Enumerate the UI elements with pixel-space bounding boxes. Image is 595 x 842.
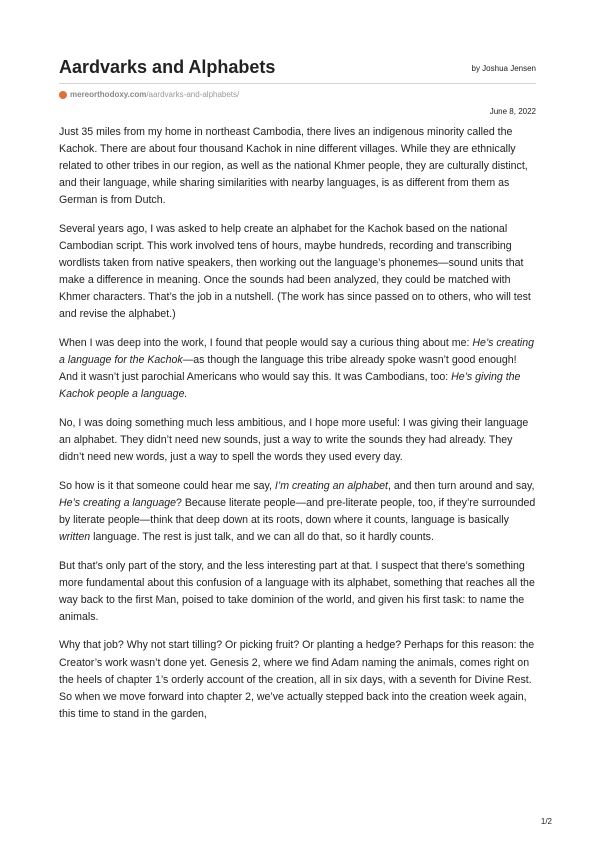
paragraph-text: —as though the language this tribe already spoke wasn’t good enough! And it wasn’t just parochial Americans who would say this. It was Cambodians, too: [59,354,517,384]
paragraph-text: ? Because literate people—and pre-literate people, too, if they’re surrounded by literate people—think that deep down at its roots, down where it counts, language is basically [59,496,536,526]
article-body [59,124,537,734]
emphasized-text: He’s creating a language for the Kachok [59,337,535,367]
body-paragraph [59,124,537,209]
paragraph-text: So how is it that someone could hear me say, [59,479,275,492]
article-byline: by Joshua Jensen [471,64,536,73]
paragraph-text: Why that job? Why not start tilling? Or picking fruit? Or planting a hedge? Perhaps for this reason: the Creator’s work wasn’t done yet. Genesis 2, where we find Adam naming the animals, comes right on the heels of chapter 1’s orderly account of the creation, all in six days, with a seventh for Divine Rest. So when we move forward into chapter 2, we’ve actually stepped back into the creation week again, this time to stand in the garden, [59,639,535,720]
paragraph-text: Just 35 miles from my home in northeast Cambodia, there lives an indigenous minority called the Kachok. There are about four thousand Kachok in nine different villages. While they are ethnically related to other tribes in our region, as well as the national Khmer people, they are culturally distinct, and their language, while sharing similarities with nearby languages, is as different from them as German is from Dutch. [59,126,528,207]
header-divider [59,83,536,84]
emphasized-text: written [59,530,91,543]
body-paragraph [59,415,537,466]
body-paragraph [59,637,537,722]
body-paragraph [59,221,537,324]
paragraph-text: , and then turn around and say, [388,479,535,492]
emphasized-text: He’s creating a language [59,496,177,509]
paragraph-text: Several years ago, I was asked to help create an alphabet for the Kachok based on the national Cambodian script. This work involved tens of hours, maybe hundreds, recording and transcribing wordlists taken from native speakers, then working out the language’s phonemes—sound units that make a difference in meaning. Once the sounds had been analyzed, they could be matched with Khmer characters. That’s the job in a nutshell. (The work has since passed on to others, who will test and revise the alphabet.) [59,222,531,321]
page-number: 1/2 [540,817,552,826]
paragraph-text: language. The rest is just talk, and we can all do that, so it hardly counts. [90,530,434,543]
body-paragraph [59,478,537,546]
emphasized-text: I’m creating an alphabet [274,479,388,492]
emphasized-text: He’s giving the Kachok people a language. [59,371,521,401]
paragraph-text: But that’s only part of the story, and the less interesting part at that. I suspect that there’s something more fundamental about this confusion of a language with its alphabet, something that reaches all the way back to the first Man, poised to take dominion of the world, and given his first task: to name the animals. [59,559,535,623]
publish-date: June 8, 2022 [489,107,536,116]
site-favicon-icon [59,91,67,99]
body-paragraph [59,558,537,626]
source-path[interactable]: /aardvarks-and-alphabets/ [146,90,240,99]
article-title: Aardvarks and Alphabets [59,57,276,77]
body-paragraph [59,335,537,403]
paragraph-text: No, I was doing something much less ambitious, and I hope more useful: I was giving their language an alphabet. They didn’t need new sounds, just a way to write the sounds they had already. They didn’t need new words, just a way to spell the words they used every day. [59,416,529,464]
source-url[interactable] [59,89,239,101]
paragraph-text: When I was deep into the work, I found that people would say a curious thing about me: [59,337,473,350]
source-domain[interactable]: mereorthodoxy.com [70,90,147,99]
article-header [59,56,536,80]
